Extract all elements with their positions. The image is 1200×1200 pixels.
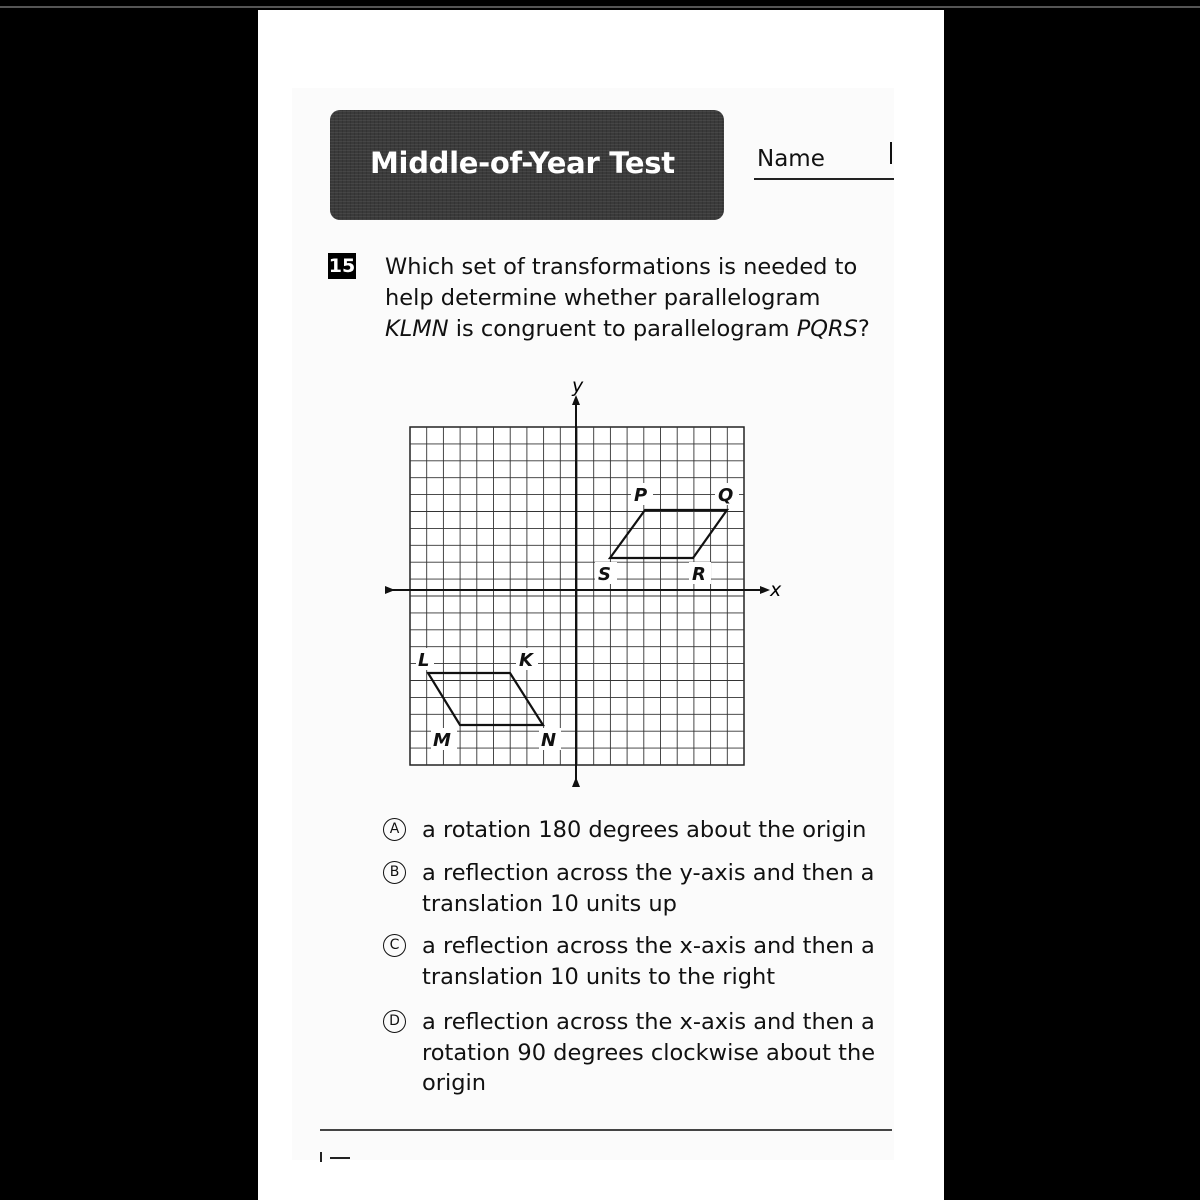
option-b-bubble[interactable]: B bbox=[383, 861, 406, 884]
vertex-label-r: R bbox=[692, 564, 706, 585]
question-number: 15 bbox=[328, 255, 356, 277]
option-a-text-line-1[interactable]: a rotation 180 degrees about the origin bbox=[422, 817, 867, 843]
option-d-text-line-2[interactable]: rotation 90 degrees clockwise about the bbox=[422, 1040, 876, 1066]
question-text-mid: is congruent to parallelogram bbox=[448, 316, 797, 342]
option-a-bubble[interactable]: A bbox=[383, 818, 406, 841]
corner-mark bbox=[320, 1152, 322, 1162]
option-d-text-line-1[interactable]: a reflection across the x-axis and then a bbox=[422, 1009, 875, 1035]
corner-mark bbox=[330, 1157, 350, 1159]
y-axis-label: y bbox=[572, 375, 584, 397]
question-text-line-3 bbox=[385, 316, 870, 342]
vertex-label-s: S bbox=[598, 564, 611, 585]
option-c-bubble[interactable]: C bbox=[383, 934, 406, 957]
name-label: Name bbox=[757, 146, 825, 172]
x-axis-label: x bbox=[770, 579, 782, 601]
question-mark: ? bbox=[857, 316, 870, 342]
option-d-bubble[interactable]: D bbox=[383, 1010, 406, 1033]
answer-rule bbox=[320, 1129, 892, 1131]
question-text-line-2: help determine whether parallelogram bbox=[385, 285, 821, 311]
coordinate-grid-figure bbox=[380, 370, 800, 790]
option-d-text-line-3[interactable]: origin bbox=[422, 1070, 487, 1096]
question-text-line-1: Which set of transformations is needed to bbox=[385, 254, 858, 280]
option-c-text-line-2[interactable]: translation 10 units to the right bbox=[422, 964, 776, 990]
parallelogram-pqrs-name: PQRS bbox=[796, 316, 858, 342]
vertex-label-m: M bbox=[433, 730, 451, 751]
vertex-label-l: L bbox=[418, 650, 430, 671]
name-input-line[interactable] bbox=[754, 178, 894, 180]
option-c-text-line-1[interactable]: a reflection across the x-axis and then a bbox=[422, 933, 875, 959]
test-title: Middle-of-Year Test bbox=[370, 146, 675, 180]
vertex-label-p: P bbox=[634, 485, 648, 506]
window-top-border bbox=[0, 6, 1200, 8]
option-b-text-line-1[interactable]: a reflection across the y-axis and then a bbox=[422, 860, 875, 886]
vertex-label-q: Q bbox=[718, 485, 734, 506]
name-line-end-mark bbox=[890, 142, 892, 164]
option-b-text-line-2[interactable]: translation 10 units up bbox=[422, 891, 677, 917]
vertex-label-k: K bbox=[519, 650, 533, 671]
vertex-label-n: N bbox=[541, 730, 557, 751]
parallelogram-klmn-name: KLMN bbox=[385, 316, 449, 342]
